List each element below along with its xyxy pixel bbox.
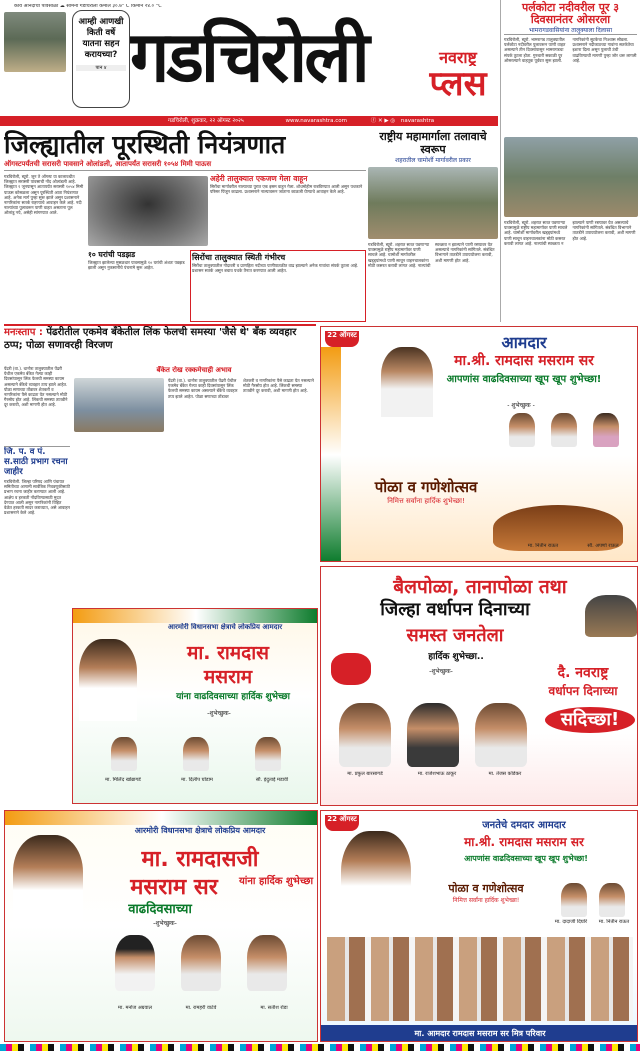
bank-body-2: पेंढरी (वा.). धानोरा तालुक्यातील पेंढरी येथील एकमेव बँकेत गेल्या काही दिवसांपासून लिंक फेलची समस्या कायम असल्याने बँकेचे व्यवहार ठप्प झाले आहेत. पोळा सणाच्या तोंडावर शेतकरी व नागरिकांना पैसे काढता येत नसल्याने मोठी गैरसोय होत आहे. लिंकची समस्या तातडीने दूर करावी, अशी मागणी होत आहे.	[168, 378, 314, 399]
ad5-portrait	[341, 831, 411, 931]
ad3-sig2: मा. राजेशभाऊ ठाकूर	[417, 771, 457, 777]
ad1-portrait	[381, 347, 433, 417]
ad1-event	[351, 477, 501, 549]
ad1-event-title: पोळा व गणेशोत्सव	[374, 478, 478, 496]
ad3-sig3: मा. तेजस कोडेकर	[488, 771, 522, 777]
bank-box-title: बँकेत रोख रक्कमेचाही अभाव	[156, 366, 232, 374]
ad5-face-1	[561, 883, 587, 917]
ad5-event-sub: निमित्त सर्वांना हार्दिक शुभेच्छा!	[452, 897, 520, 904]
ad4-wish: वाढदिवसाच्या	[128, 902, 192, 917]
ad4-name1: मा. रामदासजी	[141, 847, 259, 871]
box-aheri-body: सिरोंचा मार्गावरील नाल्याच्या पुरात एक इसम वाहून गेला. शोधमोहीम राबविण्यात आली असून पथकाने परिसर पिंजून काढला. प्रशासनाने नाल्यावरून जाताना काळजी घेण्याचे आवाहन केले आहे.	[210, 184, 363, 195]
umbrella-photo	[88, 176, 208, 246]
ad-birthday-2[interactable]	[72, 608, 318, 804]
ad3-line2: जिल्हा वर्धापन दिनाच्या	[380, 599, 530, 620]
ad2-sig3: सौ. इंदुताई मडावी	[255, 777, 289, 783]
ad4-sig3: मा. सतीश रोडा	[260, 1005, 288, 1011]
ad5-event	[421, 881, 551, 911]
bank-body: पेंढरी (वा.). धानोरा तालुक्यातील पेंढरी येथील एकमेव बँकेत गेल्या काही दिवसांपासून लिंक फेलची समस्या कायम असल्याने बँकेचे व्यवहार ठप्प झाले आहेत. पोळा सणाच्या तोंडावर शेतकरी व नागरिकांना पैसे काढता येत नसल्याने मोठी गैरसोय होत आहे. लिंकची समस्या तातडीने दूर करावी, अशी मागणी होत आहे.	[4, 366, 68, 408]
box-houses-title: १० घरांची पडझड	[88, 250, 136, 259]
dateline: गडचिरोली, शुक्रवार, २२ ऑगस्ट २०२५	[168, 118, 244, 124]
reservation-body: गडचिरोली. जिल्हा परिषद आणि पंचायत समितीच्या आगामी सार्वत्रिक निवडणुकीसाठी प्रभाग रचना जाहीर करण्यात आली आहे. आक्षेप व हरकती नोंदविण्यासाठी मुदत देण्यात आली असून नागरिकांनी विहित वेळेत हरकती सादर कराव्यात, असे आवाहन प्रशासनाने केले आहे.	[4, 479, 70, 516]
ad4-name2: मसराम सर	[130, 875, 218, 899]
teaser-text: आम्ही आणखी किती वर्षे यातना सहन करायच्या?	[78, 17, 124, 60]
bank-headline	[4, 326, 316, 352]
ad2-sig2: मा. दिलीप घोडाम	[181, 777, 213, 783]
ad5-face-2	[599, 883, 625, 917]
ad4-blessing: -शुभेच्छुक-	[153, 920, 177, 927]
social-handle[interactable]: navarashtra	[400, 118, 435, 124]
ad5-sig1: मा. दादाजी दिघोरे	[554, 919, 588, 925]
ad3-line4: हार्दिक शुभेच्छा..	[428, 652, 484, 662]
masthead-title: गडचिरोली	[130, 15, 367, 98]
ad3-line3: समस्त जनतेला	[406, 625, 504, 646]
ad-bailpola[interactable]	[320, 566, 638, 806]
brand-plus: प्लस	[429, 64, 487, 104]
ad5-wish: आपणांस वाढदिवसाच्या खूप खूप शुभेच्छा!	[464, 854, 588, 863]
ad3-badge-title: दै. नवराष्ट्र	[557, 665, 609, 681]
ad2-face-2	[183, 737, 209, 771]
ad2-name2: मसराम	[203, 666, 253, 687]
ad3-bull-toy-icon	[331, 653, 371, 685]
box-aheri	[210, 174, 366, 244]
box-houses-body: जिल्ह्यात झालेल्या मुसळधार पावसामुळे १० घरांची अंशतः पडझड झाली असून नुकसानीचे पंचनामे सुरू आहेत.	[88, 260, 185, 271]
reservation-title: जि. प. व पं. स.साठी प्रभाग रचना जाहीर	[4, 447, 68, 477]
ad4-top: आरमोरी विधानसभा क्षेत्राचे लोकप्रिय आमदार	[134, 826, 266, 835]
ad1-event-sub: निमित्त सर्वांना हार्दिक शुभेच्छा!	[387, 497, 465, 505]
side-story	[500, 0, 640, 322]
ad1-name: मा.श्री. रामदास मसराम सर	[454, 353, 594, 369]
ad2-face-3	[255, 737, 281, 771]
ad5-head: जनतेचे दमदार आमदार	[482, 820, 566, 831]
lead-deck: ऑगस्टपर्यंतची सरासरी पावसाने ओलांडली, आतापर्यंत सरासरी १०५४ मिमी पाऊस	[4, 160, 366, 171]
brand-name: नवराष्ट्र	[439, 48, 477, 66]
ad1-face-1	[509, 413, 535, 447]
bank-title: पेंढरीतील एकमेव बँकेतील लिंक फेलची समस्या 'जैसे थे' बँक व्यवहार ठप्प; पोळा सणावरही विरजण	[4, 327, 297, 351]
bank-story	[4, 324, 316, 444]
ad1-wish: आपणांस वाढदिवसाच्या खूप खूप शुभेच्छा!	[446, 374, 602, 385]
ad4-face-2	[181, 935, 221, 991]
ad3-line1: बैलपोळा, तानापोळा तथा	[393, 576, 567, 597]
ad5-name: मा.श्री. रामदास मसराम सर	[464, 835, 584, 849]
flood-photo	[4, 12, 66, 72]
ad2-blessing: -शुभेच्छुक-	[207, 710, 231, 717]
teaser-box[interactable]	[72, 10, 130, 108]
ad1-face-3	[593, 413, 619, 447]
ad4-sig2: मा. रामहरी वाटेवे	[185, 1005, 217, 1011]
ad5-event-title: पोळा व गणेशोत्सव	[448, 882, 524, 895]
ad1-blessing: - शुभेच्छुक -	[507, 402, 535, 409]
highway-body: गडचिरोली, ब्यूरो. शहरात सतत पडणाऱ्या पावसामुळे राष्ट्रीय महामार्गावर पाणी साचले आहे. चामोर्शी मार्गावरील खड्ड्यांमध्ये पाणी साचून वाहनचालकांना मोठी कसरत करावी लागत आहे. नाल्यांची स्वच्छता न झाल्याने पाणी रस्त्यावर येत असल्याचे नागरिकांनी सांगितले. संबंधित विभागाने तातडीने उपाययोजना करावी, अशी मागणी होत आहे.	[368, 242, 495, 268]
ad3-blessing: -शुभेच्छुक-	[429, 668, 453, 675]
ad3-wish: सदिच्छा!	[545, 707, 635, 733]
ad4-sig1: मा. मनोज अग्रवाल	[118, 1005, 152, 1011]
ad1-head: आमदार	[501, 333, 547, 351]
side-story-body: गडचिरोली, ब्यूरो. भामरागड तालुक्यातील पर्लकोटा नदीवरील पुलावरून पाणी वाहत असल्याने तीन दिवसांपासून भामरागडचा संपर्क तुटला होता. गुरुवारी सकाळी पूर ओसरल्याने वाहतूक पूर्ववत सुरू झाली. नागरिकांनी सुटकेचा निःश्वास सोडला. प्रशासनाने नदीकाठच्या गावांना सतर्कतेचा इशारा दिला असून पुलाची उंची वाढविण्याची मागणी पुन्हा जोर धरू लागली आहे.	[504, 37, 637, 63]
ad5-supporters-grid	[327, 937, 633, 1021]
lead-story	[4, 130, 366, 322]
ad2-wish: यांना वाढदिवसाच्या हार्दिक शुभेच्छा	[176, 692, 290, 702]
ad5-footer: मा. आमदार रामदास मसराम सर मित्र परिवार	[321, 1025, 638, 1042]
ad3-badge-sub: वर्धापन दिनाच्या	[548, 684, 618, 698]
lead-title: जिल्ह्यातील पूरस्थिती नियंत्रणात	[4, 130, 286, 159]
bank-photo	[74, 378, 164, 432]
ad-birthday-4[interactable]	[4, 810, 318, 1042]
ad1-date: 22 ऑगस्ट	[325, 331, 359, 347]
box-aheri-title: अहेरी तालुक्यात एकजण गेला वाहून	[210, 174, 308, 183]
weather-strip: काय आनंदाचा पावसाळा ☁ सामना गडचिरोली कमाल ३०.७° C किमान २४.० °C	[14, 4, 162, 9]
ad2-top-stripe	[73, 609, 318, 623]
ad3-face-3	[475, 703, 527, 767]
ad2-name1: मा. रामदास	[186, 642, 270, 663]
ad5-date: 22 ऑगस्ट	[325, 815, 359, 831]
ad-birthday-1[interactable]	[320, 326, 638, 562]
ad-birthday-5[interactable]	[320, 810, 638, 1042]
box-sironcha	[190, 250, 366, 322]
ad2-sig1: मा. मिलिंद खोब्रागडे	[105, 777, 141, 783]
highway-title: राष्ट्रीय महामार्गाला तलावाचे स्वरूप	[379, 130, 487, 156]
side-story-subtitle: भामरागडवासियांना तालुक्याला दिलासा	[504, 26, 637, 35]
ad2-portrait	[79, 639, 137, 721]
side-story-title: पर्लकोटा नदीवरील पूर ३ दिवसानंतर ओसरला	[521, 1, 620, 26]
ad1-face-2	[551, 413, 577, 447]
ad5-sig2: मा. नितीन राऊत	[598, 919, 630, 925]
lead-body: गडचिरोली, ब्यूरो. जून ते ऑगस्ट या कालावधीत जिल्ह्यात सरासरी पावसाची नोंद ओलांडली आहे. जिल्ह्यात १ जूनपासून आतापर्यंत सरासरी १०५४ मिमी पाऊस कोसळला असून पूरस्थिती आता नियंत्रणात आहे. अनेक मार्ग पुन्हा सुरू झाले असून प्रशासनाने नागरिकांना सतर्क राहण्याचे आवाहन केले आहे. नदी नाल्यांच्या पुलावरून पाणी वाहत असताना पूल ओलांडू नये, असेही सांगण्यात आले.	[4, 174, 84, 216]
ad4-wish2: यांना हार्दिक शुभेच्छा	[238, 876, 314, 887]
highway-subtitle: शहरातील चामोर्शी मार्गावरील प्रकार	[395, 157, 471, 164]
ad4-top-stripe	[5, 811, 318, 825]
box-sironcha-body: सिरोंचा तालुक्यातील गोदावरी व प्राणहिता नदीच्या पाणीपातळीत वाढ झाल्याने अनेक गावांचा संपर्क तुटला आहे. प्रशासन सतर्क असून बचाव पथके तैनात करण्यात आली आहेत.	[192, 263, 359, 274]
ad1-sig2: सौ. अपर्णा राऊत	[587, 543, 619, 549]
teaser-page: पान ४	[76, 65, 126, 71]
ad3-badge	[531, 663, 635, 705]
side-story-body-2: गडचिरोली, ब्यूरो. शहरात सतत पडणाऱ्या पावसामुळे राष्ट्रीय महामार्गावर पाणी साचले आहे. चामोर्शी मार्गावरील खड्ड्यांमध्ये पाणी साचून वाहनचालकांना मोठी कसरत करावी लागत आहे. नाल्यांची स्वच्छता न झाल्याने पाणी रस्त्यावर येत असल्याचे नागरिकांनी सांगितले. संबंधित विभागाने तातडीने उपाययोजना करावी, अशी मागणी होत आहे.	[504, 220, 636, 246]
ad3-sig1: मा. प्रफुल बारसागडे	[347, 771, 383, 777]
crowd-photo	[504, 137, 638, 217]
ad3-face-2	[407, 703, 459, 767]
ad3-bull-icon	[585, 595, 637, 637]
dateline-bar: गडचिरोली, शुक्रवार, २२ ऑगस्ट २०२५ www.navarashtra.com ⓕ ✕ ▶ ◎ navarashtra	[0, 116, 498, 126]
masthead	[0, 0, 498, 126]
ad2-face-1	[111, 737, 137, 771]
website-link[interactable]: www.navarashtra.com	[285, 118, 348, 124]
bank-kicker: मनःस्ताप :	[4, 327, 43, 338]
box-houses	[88, 250, 186, 322]
box-sironcha-title: सिरोंचा तालुक्यात स्थिती गंभीरच	[192, 253, 286, 262]
ad1-flag-stripe	[320, 347, 341, 562]
ad2-top: आरमोरी विधानसभा क्षेत्राचे लोकप्रिय आमदार	[167, 623, 283, 631]
ad3-face-1	[339, 703, 391, 767]
reservation-story	[4, 446, 70, 606]
highway-story	[368, 130, 498, 322]
ad4-portrait	[13, 835, 83, 927]
ad4-face-3	[247, 935, 287, 991]
highway-photo	[368, 167, 498, 239]
ad4-face-1	[115, 935, 155, 991]
ad1-sig1: मा. नितीन राऊत	[527, 543, 559, 549]
print-registration-strip	[0, 1044, 640, 1051]
